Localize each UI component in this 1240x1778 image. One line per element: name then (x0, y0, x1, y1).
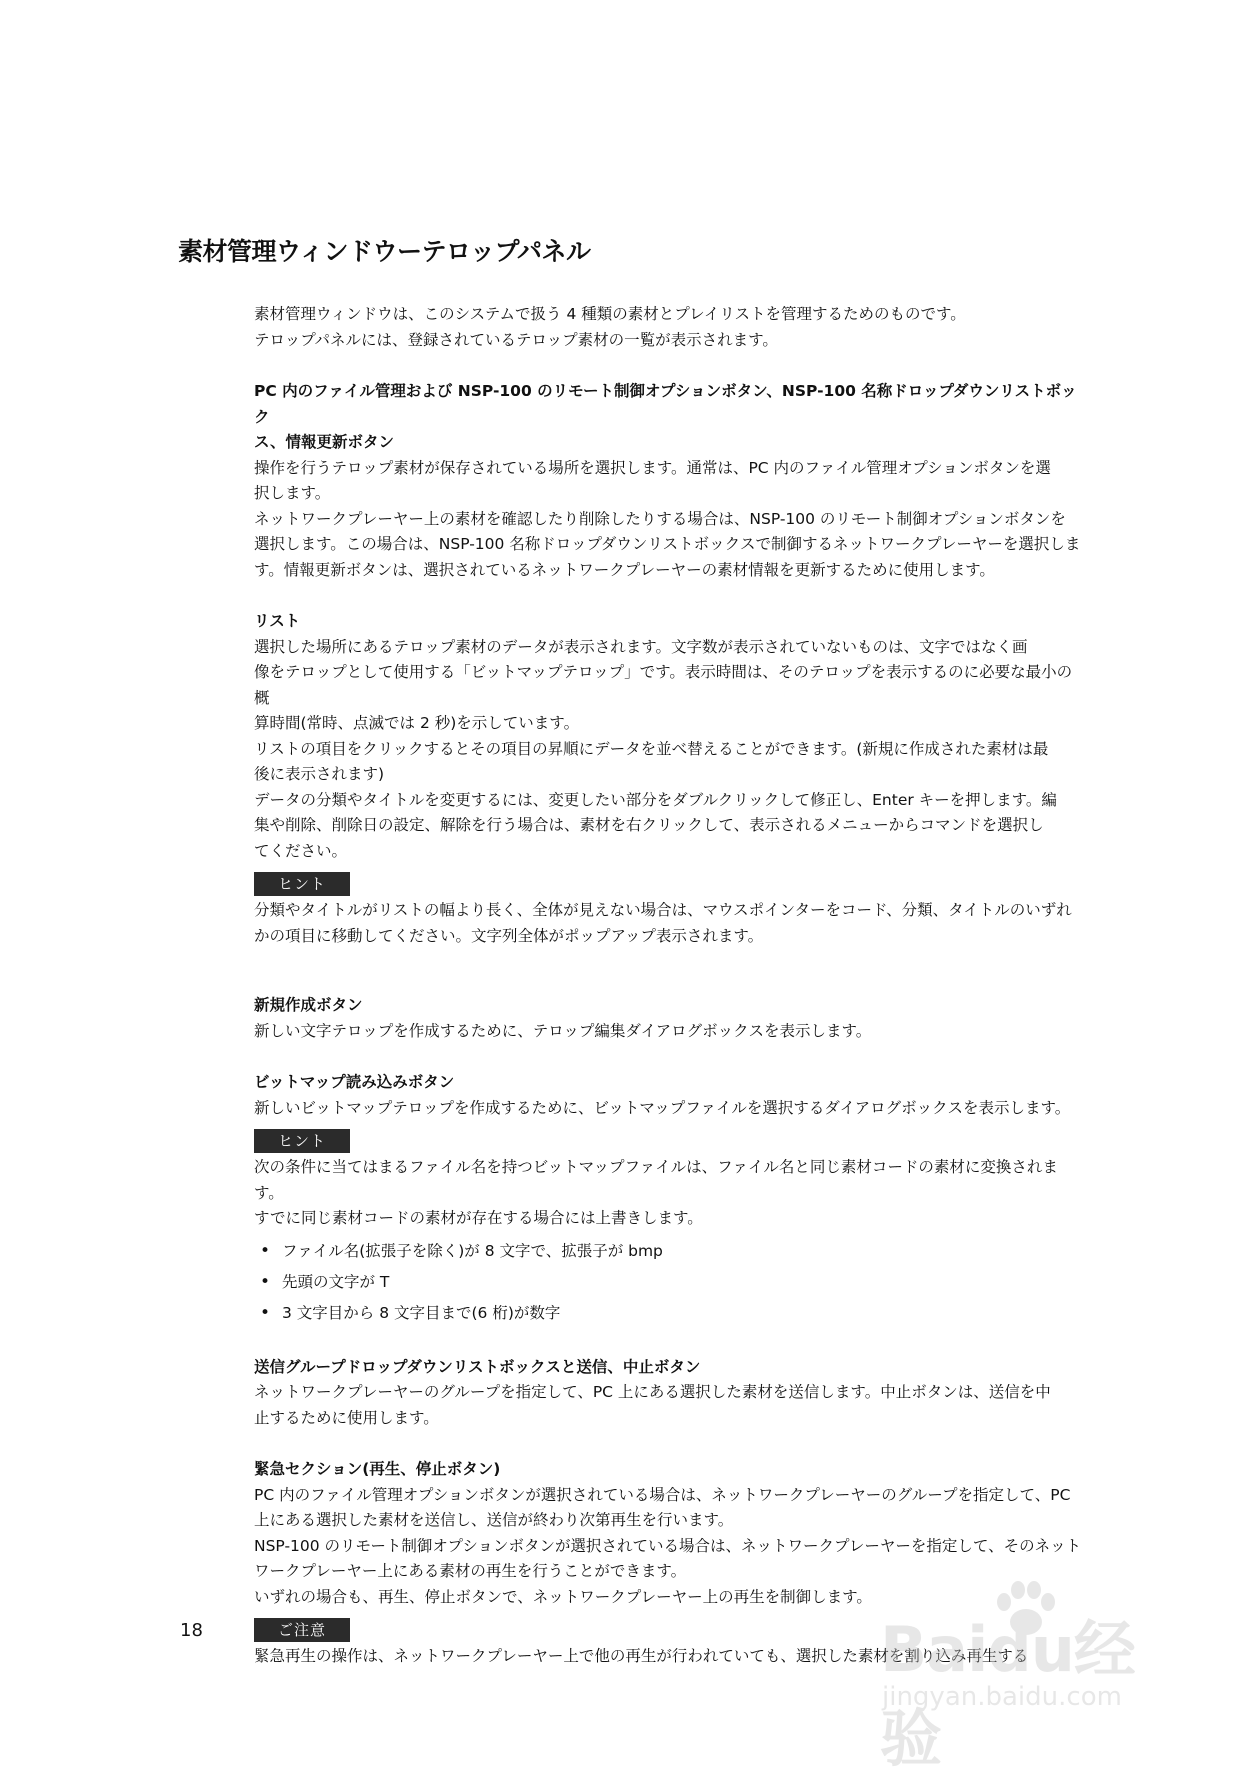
section-heading-pc: PC 内のファイル管理および NSP-100 のリモート制御オプションボタン、NSP-100 名称ドロップダウンリストボック (254, 382, 1077, 426)
body-line: てください。 (254, 841, 348, 860)
body-line: す。情報更新ボタンは、選択されているネットワークプレーヤーの素材情報を更新するために使用します。 (254, 560, 995, 579)
body-line: 像をテロップとして使用する「ビットマップテロップ」です。表示時間は、そのテロップを表示するのに必要な最小の概 (254, 663, 1073, 707)
section-heading-send: 送信グループドロップダウンリストボックスと送信、中止ボタン (254, 1357, 701, 1376)
section-heading-pc-cont: ス、情報更新ボタン (254, 433, 394, 451)
body-line: リストの項目をクリックするとその項目の昇順にデータを並べ替えることができます。(新規に作成された素材は最 (254, 739, 1049, 758)
body-line: 新しいビットマップテロップを作成するために、ビットマップファイルを選択するダイアログボックスを表示します。 (254, 1098, 1071, 1117)
page-number: 18 (180, 1620, 203, 1641)
section-heading-bitmap: ビットマップ読み込みボタン (254, 1073, 455, 1091)
watermark-url: jingyan.baidu.com (882, 1682, 1122, 1712)
body-line: 選択した場所にあるテロップ素材のデータが表示されます。文字数が表示されていないものは、文字ではなく画 (254, 637, 1028, 656)
section-heading-new: 新規作成ボタン (254, 996, 363, 1014)
hint-label: ヒント (254, 1129, 350, 1153)
body-line: PC 内のファイル管理オプションボタンが選択されている場合は、ネットワークプレーヤーのグループを指定して、PC (254, 1485, 1071, 1504)
condition-list (254, 1236, 1084, 1329)
caution-line: 緊急再生の操作は、ネットワークプレーヤー上で他の再生が行われていても、選択した素材を割り込み再生する (254, 1647, 1029, 1665)
body-line: 止するために使用します。 (254, 1408, 439, 1427)
intro-line: テロップパネルには、登録されているテロップ素材の一覧が表示されます。 (254, 330, 778, 349)
list-item: • 3 文字目から 8 文字目まで(6 桁)が数字 (282, 1298, 1084, 1329)
section-heading-emergency: 緊急セクション(再生、停止ボタン) (254, 1460, 501, 1478)
body-line: 算時間(常時、点滅では 2 秒)を示しています。 (254, 714, 580, 732)
hint-label: ヒント (254, 872, 350, 896)
section-heading-list: リスト (254, 612, 301, 630)
body-line: 択します。 (254, 484, 331, 502)
body-line: 集や削除、削除日の設定、解除を行う場合は、素材を右クリックして、表示されるメニューからコマンドを選択し (254, 816, 1044, 834)
watermark-logo-text: Baidu经验 (880, 1613, 1135, 1775)
body-line: NSP-100 のリモート制御オプションボタンが選択されている場合は、ネットワークプレーヤーを指定して、そのネット (254, 1536, 1082, 1555)
body-line: 操作を行うテロップ素材が保存されている場所を選択します。通常は、PC 内のファイル管理オプションボタンを選 (254, 458, 1051, 477)
body-line: ワークプレーヤー上にある素材の再生を行うことができます。 (254, 1562, 687, 1580)
hint-line: すでに同じ素材コードの素材が存在する場合には上書きします。 (254, 1209, 703, 1227)
document-body (254, 302, 1084, 1670)
body-line: 後に表示されます) (254, 765, 385, 783)
baidu-watermark (880, 1580, 1180, 1775)
intro-line: 素材管理ウィンドウは、このシステムで扱う 4 種類の素材とプレイリストを管理するためのものです。 (254, 305, 966, 323)
hint-line: 分類やタイトルがリストの幅より長く、全体が見えない場合は、マウスポインターをコード、分類、タイトルのいずれ (254, 901, 1072, 919)
body-line: 上にある選択した素材を送信し、送信が終わり次第再生を行います。 (254, 1511, 734, 1529)
body-line: ネットワークプレーヤーのグループを指定して、PC 上にある選択した素材を送信します。中止ボタンは、送信を中 (254, 1383, 1051, 1401)
body-line: いずれの場合も、再生、停止ボタンで、ネットワークプレーヤー上の再生を制御します。 (254, 1587, 872, 1606)
hint-line: かの項目に移動してください。文字列全体がポップアップ表示されます。 (254, 926, 764, 945)
caution-label: ご注意 (254, 1618, 350, 1642)
body-line: 選択します。この場合は、NSP-100 名称ドロップダウンリストボックスで制御するネットワークプレーヤーを選択しま (254, 535, 1081, 553)
page-title: 素材管理ウィンドウーテロップパネル (178, 237, 591, 266)
body-line: データの分類やタイトルを変更するには、変更したい部分をダブルクリックして修正し、Enter キーを押します。編 (254, 790, 1057, 809)
body-line: ネットワークプレーヤー上の素材を確認したり削除したりする場合は、NSP-100 のリモート制御オプションボタンを (254, 509, 1066, 528)
list-item: • ファイル名(拡張子を除く)が 8 文字で、拡張子が bmp (282, 1236, 1084, 1267)
body-line: 新しい文字テロップを作成するために、テロップ編集ダイアログボックスを表示します。 (254, 1021, 872, 1040)
list-item: • 先頭の文字が T (282, 1267, 1084, 1298)
hint-line: 次の条件に当てはまるファイル名を持つビットマップファイルは、ファイル名と同じ素材コードの素材に変換されます。 (254, 1158, 1058, 1202)
